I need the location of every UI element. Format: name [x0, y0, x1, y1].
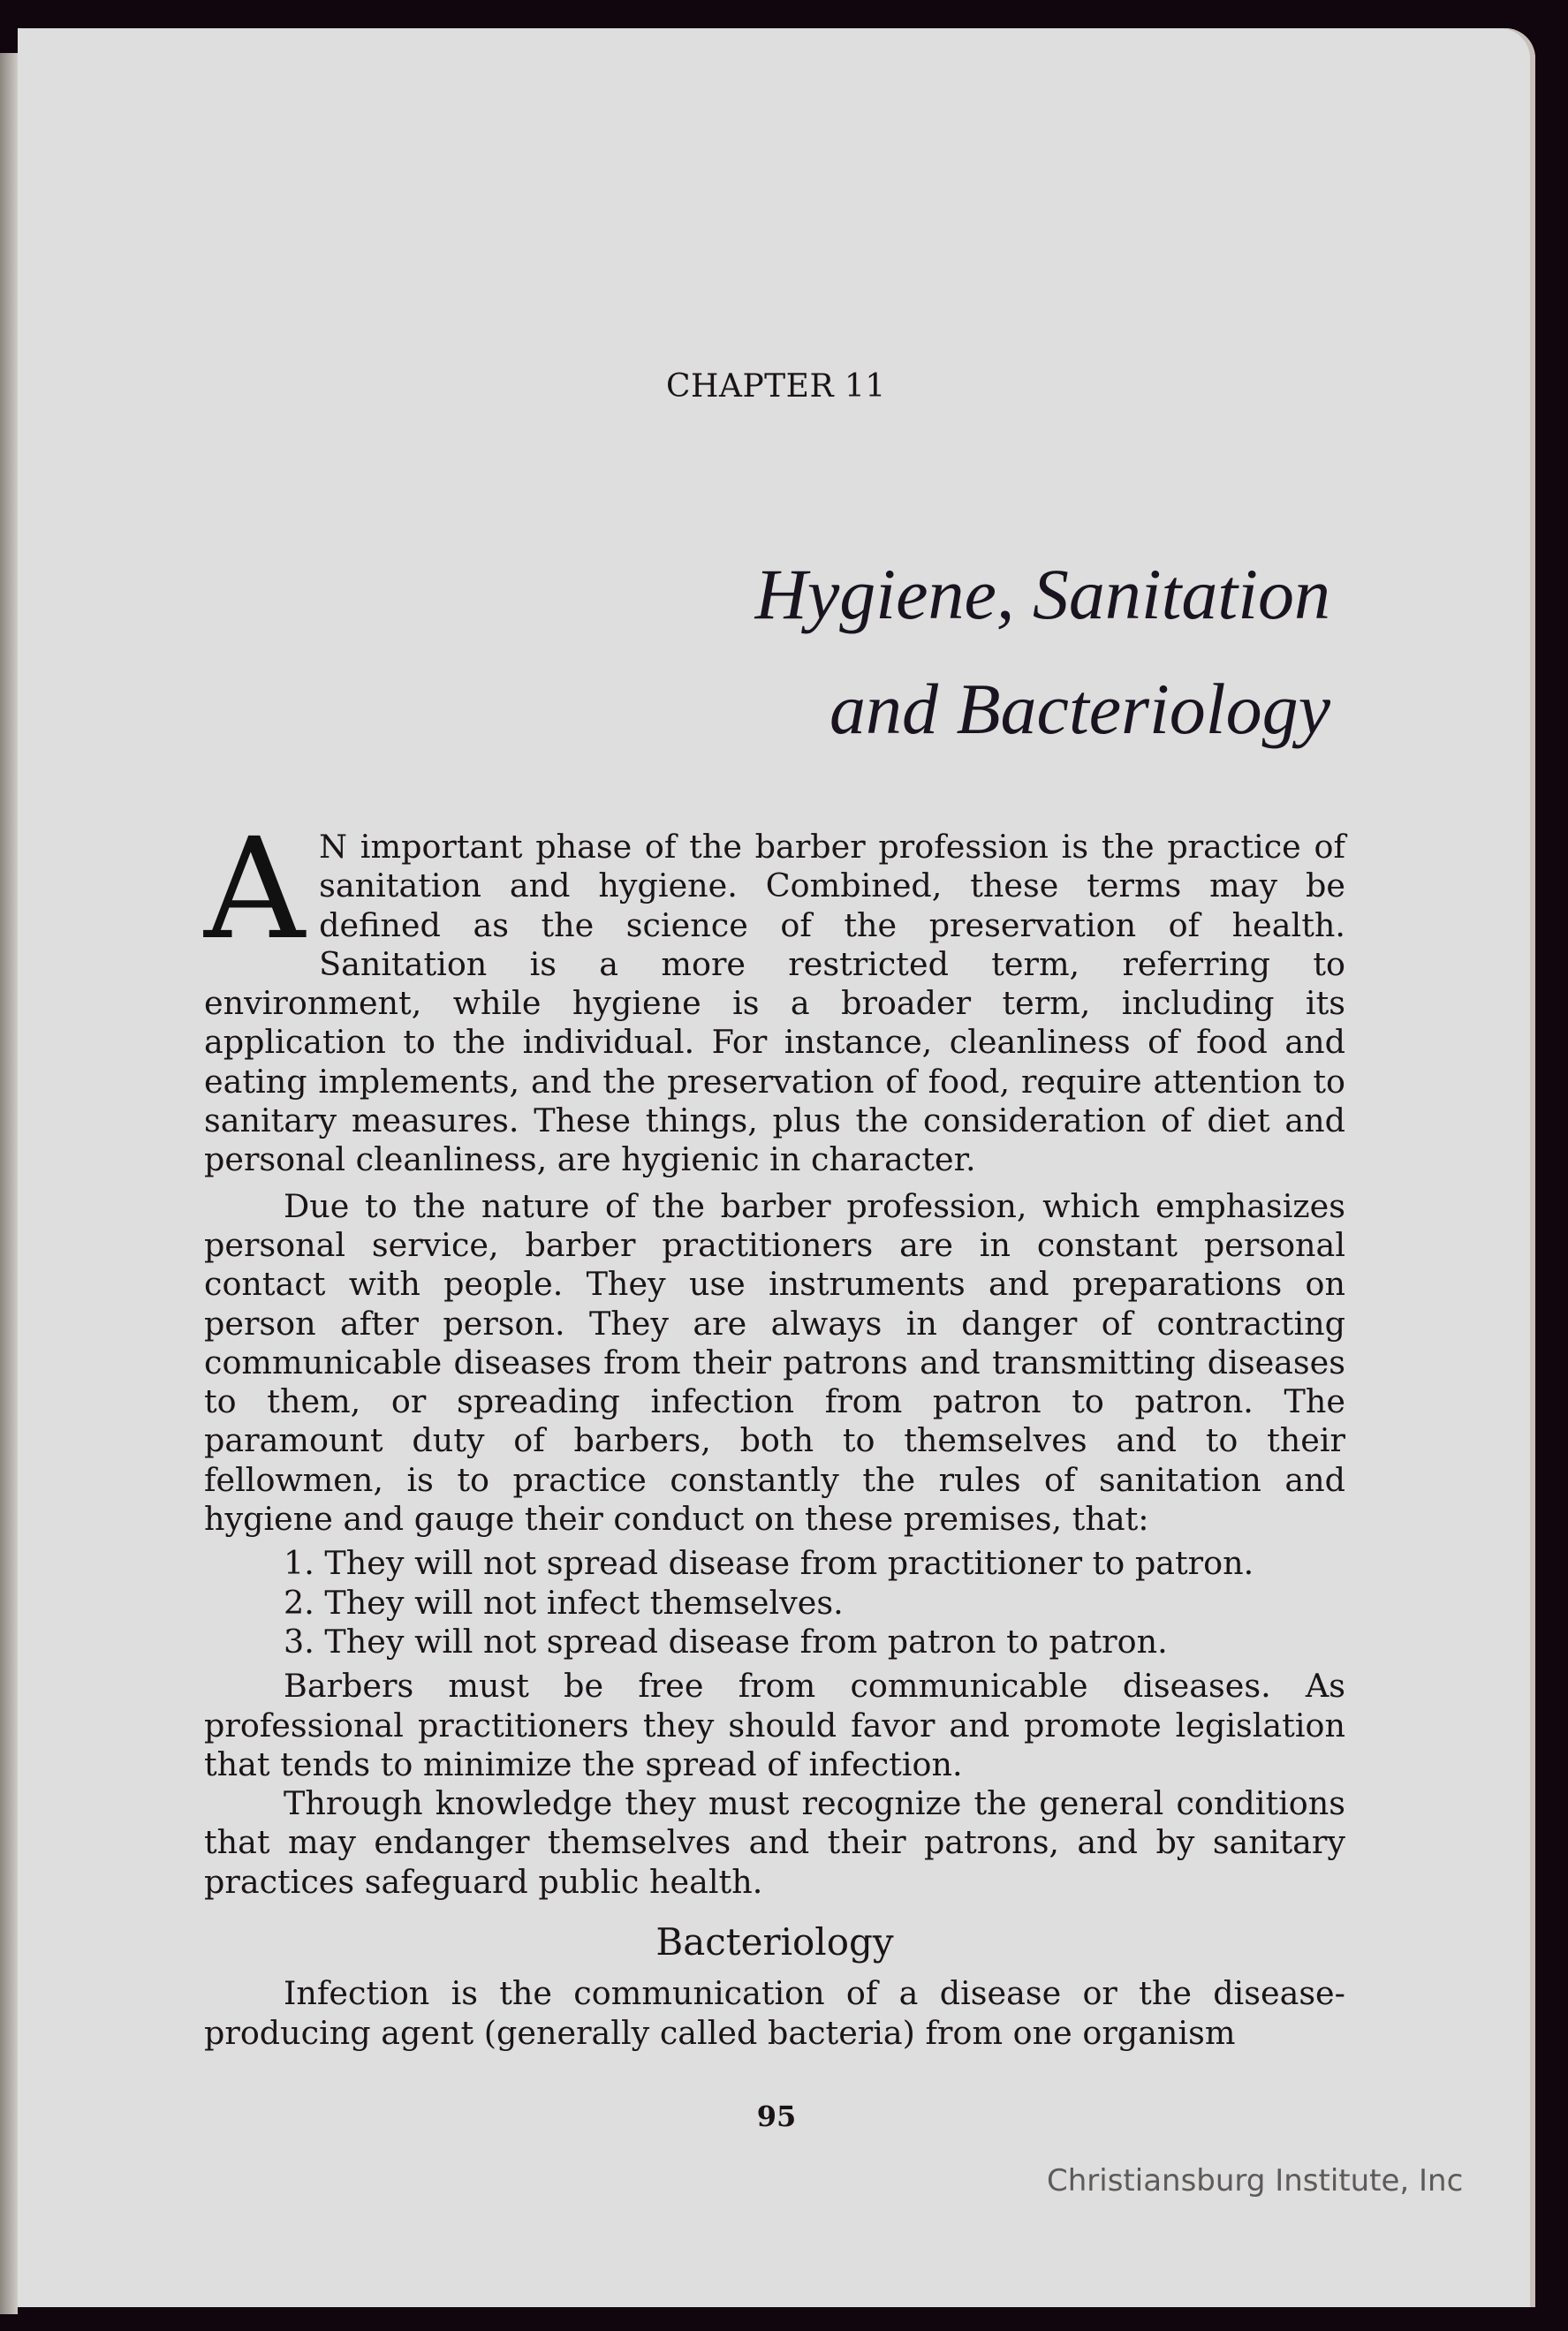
paragraph-4: Through knowledge they must recognize the general conditions that may endanger themselves and their patrons, and by sanitary practices safeguard public health.: [204, 1784, 1345, 1901]
chapter-title-line-1: Hygiene, Sanitation: [754, 554, 1330, 634]
chapter-label: CHAPTER 11: [666, 368, 886, 405]
paragraph-3: Barbers must be free from communicable diseases. As professional practitioners they should favor and promote legislation that tends to minimize the spread of infection.: [204, 1667, 1345, 1783]
intro-text: N important phase of the barber profession is the practice of sanitation and hygiene. Combined, these terms may be defined as the science of the preservation of health. Sanitation is a more restricted term, referring to environment, while hygiene is a broader term, including its application to the individual. For instance, cleanliness of food and eating implements, and the preservation of food, require attention to sanitary measures. These things, plus the consideration of diet and personal cleanliness, are hygienic in character.: [204, 828, 1345, 1179]
intro-paragraph: [204, 808, 1345, 1180]
book-spine-edge: [0, 53, 18, 2314]
paragraph-2: Due to the nature of the barber profession, which emphasizes personal service, barber practitioners are in constant personal contact with people. They use instruments and preparations on person after person. They are always in danger of contracting communicable diseases from their patrons and transmitting diseases to them, or spreading infection from patron to patron. The paramount duty of barbers, both to themselves and to their fellowmen, is to practice constantly the rules of sanitation and hygiene and gauge their conduct on these premises, that:: [204, 1186, 1345, 1539]
rule-item: 1. They will not spread disease from practitioner to patron.: [284, 1544, 1254, 1583]
book-page: [18, 28, 1535, 2307]
watermark: Christiansburg Institute, Inc: [1047, 2163, 1464, 2199]
page-number: 95: [756, 2100, 797, 2133]
rules-list: [204, 1544, 1345, 1661]
section-heading: Bacteriology: [655, 1920, 894, 1964]
drop-cap: A: [204, 808, 306, 971]
section-paragraph: Infection is the communication of a disease or the disease-producing agent (generally called bacteria) from one organism: [204, 1974, 1345, 2052]
rule-item: 2. They will not infect themselves.: [284, 1583, 844, 1622]
chapter-title-line-2: and Bacteriology: [829, 669, 1330, 749]
rule-item: 3. They will not spread disease from patron to patron.: [284, 1622, 1168, 1661]
body-text: [204, 808, 1345, 2053]
